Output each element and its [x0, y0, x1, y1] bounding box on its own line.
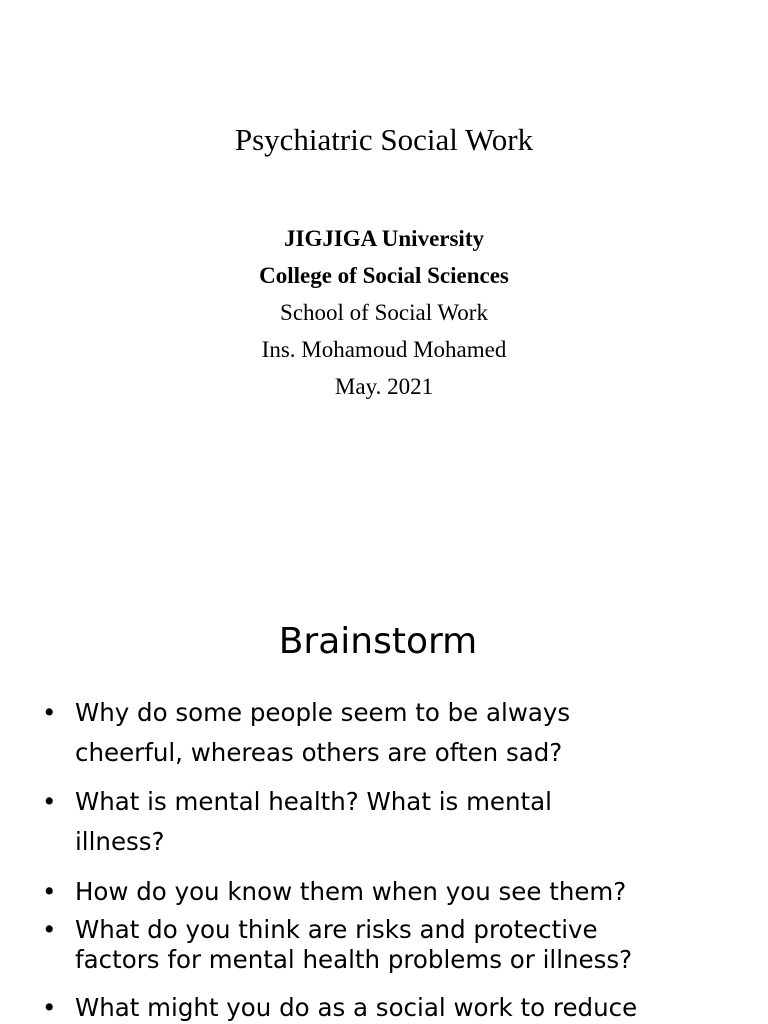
bullet-item: [42, 988, 742, 1024]
bullet-item: [42, 782, 742, 862]
brainstorm-title: Brainstorm: [278, 621, 478, 662]
university-name: JIGJIGA University: [284, 226, 484, 251]
college-name: College of Social Sciences: [259, 263, 509, 288]
bullet-text: What is mental health? What is mental: [75, 787, 552, 816]
bullet-text: factors for mental health problems or illness?: [75, 945, 633, 974]
bullet-marker: •: [42, 877, 57, 906]
bullet-text: illness?: [75, 827, 165, 856]
bullet-marker: •: [42, 698, 57, 727]
bullet-item: [42, 915, 742, 975]
slide-title: Psychiatric Social Work: [234, 122, 534, 157]
bullet-item: [42, 872, 742, 912]
presentation-date: May. 2021: [334, 374, 434, 399]
bullet-marker: •: [42, 787, 57, 816]
bullet-item: [42, 693, 742, 773]
bullet-marker: •: [42, 915, 57, 944]
bullet-marker: •: [42, 993, 57, 1022]
bullet-text: How do you know them when you see them?: [75, 877, 627, 906]
bullet-text: cheerful, whereas others are often sad?: [75, 738, 563, 767]
bullet-text: What might you do as a social work to reduce: [75, 993, 638, 1022]
instructor-name: Ins. Mohamoud Mohamed: [261, 337, 507, 362]
bullet-text: Why do some people seem to be always: [75, 698, 571, 727]
bullet-text: What do you think are risks and protective: [75, 915, 598, 944]
school-name: School of Social Work: [280, 300, 488, 325]
